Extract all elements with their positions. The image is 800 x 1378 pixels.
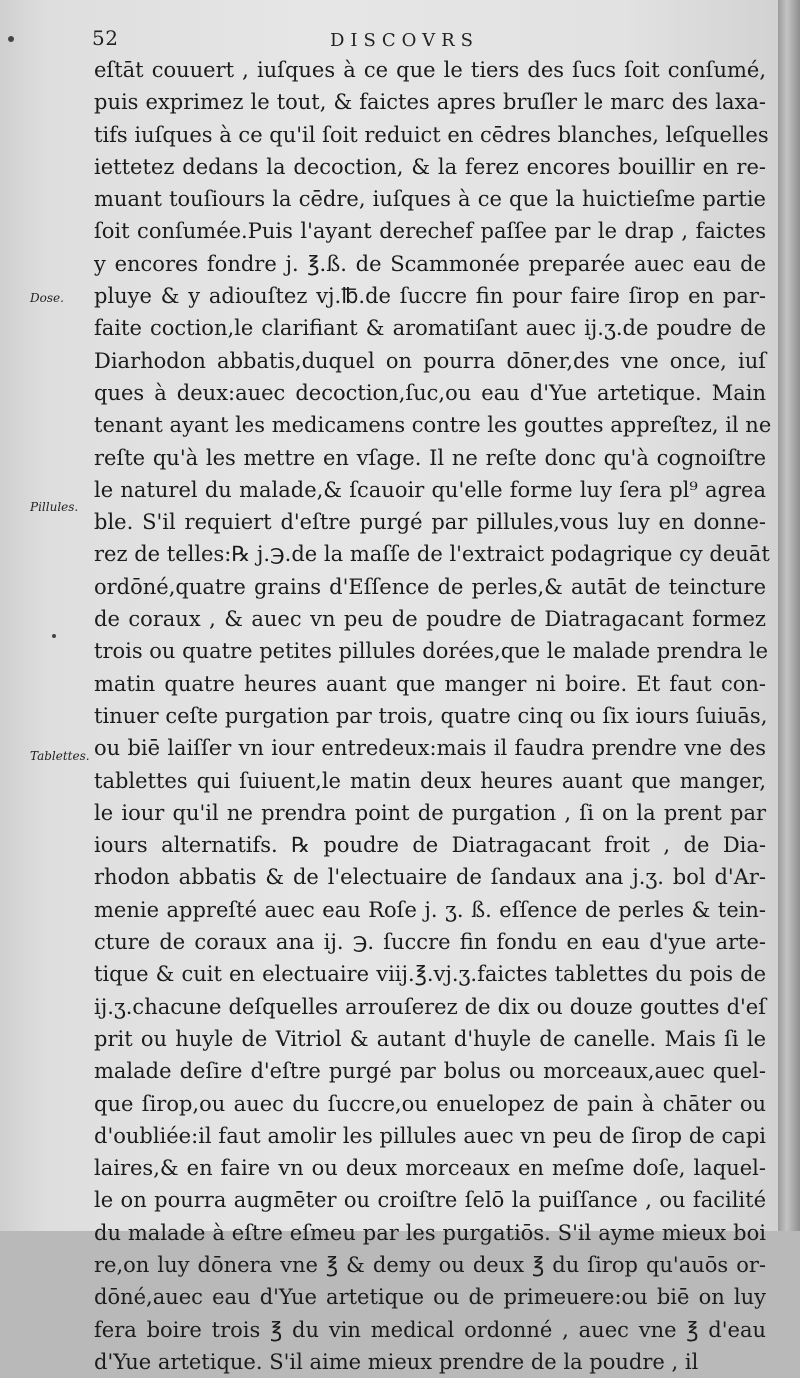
text-line: fera boire trois ℥ du vin medical ordonné , auec vne ℥ d'eau xyxy=(94,1317,766,1342)
text-line: que ſirop,ou auec du ſuccre,ou enuelopez de pain à chāter ou xyxy=(94,1091,766,1116)
text-line: le naturel du malade,& ſcauoir qu'elle forme luy ſera pl⁹ agrea xyxy=(94,477,766,502)
text-line: le on pourra augmēter ou croiſtre ſelō la puiſſance , ou facilité xyxy=(94,1188,766,1213)
text-line: rhodon abbatis & de l'electuaire de ſandaux ana j.ʒ. bol d'Ar- xyxy=(94,865,766,890)
text-line: eſtāt couuert , iuſques à ce que le tiers des ſucs ſoit conſumé, xyxy=(94,58,766,82)
text-line: trois ou quatre petites pillules dorées,que le malade prendra le xyxy=(94,639,769,664)
book-gutter xyxy=(778,0,800,1231)
text-line: y encores fondre j. ℥.ß. de Scammonée preparée auec eau de xyxy=(94,251,766,276)
page-number: 52 xyxy=(92,26,119,50)
text-line: ques à deux:auec decoction,ſuc,ou eau d'Yue artetique. Main xyxy=(94,380,766,405)
text-line: ij.ʒ.chacune deſquelles arrouſerez de dix ou douze gouttes d'eſ xyxy=(94,994,766,1019)
text-line: reſte qu'à les mettre en vſage. Il ne reſte donc qu'à cognoiſtre xyxy=(94,445,766,470)
text-line: tenant ayant les medicamens contre les gouttes appreſtez, il ne xyxy=(94,413,772,438)
text-line: dōné,auec eau d'Yue artetique ou de primeuere:ou biē on luy xyxy=(94,1285,766,1310)
margin-note-dose: Dose. xyxy=(30,291,64,305)
text-line: Diarhodon abbatis,duquel on pourra dōner,des vne once, iuſ xyxy=(94,348,766,373)
text-line: tinuer ceſte purgation par trois, quatre cinq ou ſix iours ſuiuās, xyxy=(94,703,768,728)
text-line: matin quatre heures auant que manger ni boire. Et faut con- xyxy=(94,671,766,696)
margin-note-tablettes: Tablettes. xyxy=(30,749,90,763)
text-line: ſoit conſumée.Puis l'ayant derechef paſſee par le drap , faictes xyxy=(94,219,766,244)
text-line: puis exprimez le tout, & faictes apres bruſler le marc des laxa- xyxy=(94,90,766,115)
text-line: rez de telles:℞ j.℈.de la maſſe de l'extraict podagrique cy deuāt xyxy=(94,542,770,567)
text-line: pluye & y adiouſtez vj.℔.de ſuccre fin pour faire ſirop en par- xyxy=(94,284,766,309)
text-line: muant touſiours la cēdre, iuſques à ce que la huictieſme partie xyxy=(94,187,766,212)
text-line: laires,& en faire vn ou deux morceaux en meſme doſe, laquel- xyxy=(94,1156,766,1181)
text-line: tablettes qui ſuiuent,le matin deux heures auant que manger, xyxy=(94,768,766,793)
margin-note-pillules: Pillules. xyxy=(30,500,79,514)
body-text xyxy=(94,54,772,1378)
text-line: ordōné,quatre grains d'Eſſence de perles,& autāt de teincture xyxy=(94,574,766,599)
text-line: tique & cuit en electuaire viij.℥.vj.ʒ.faictes tablettes du pois de xyxy=(94,962,766,987)
text-line: d'Yue artetique. S'il aime mieux prendre de la poudre , il xyxy=(94,1349,699,1374)
text-line: de coraux , & auec vn peu de poudre de Diatragacant formez xyxy=(94,607,766,632)
text-line: faite coction,le clarifiant & aromatiſant auec ij.ʒ.de poudre de xyxy=(94,316,766,341)
text-line: menie appreſté auec eau Roſe j. ʒ. ß. eſſence de perles & tein- xyxy=(94,897,766,922)
text-line: ou biē laiſſer vn iour entredeux:mais il faudra prendre vne des xyxy=(94,736,766,761)
text-line: iours alternatifs. ℞ poudre de Diatragacant froit , de Dia- xyxy=(94,833,766,858)
running-head: DISCOVRS xyxy=(330,30,479,51)
text-line: iettetez dedans la decoction, & la ferez encores bouillir en re- xyxy=(94,154,766,179)
text-line: cture de coraux ana ij. ℈. ſuccre fin fondu en eau d'yue arte- xyxy=(94,930,766,955)
ink-dot xyxy=(8,36,14,42)
text-line: d'oubliée:il faut amolir les pillules auec vn peu de ſirop de capi xyxy=(94,1123,766,1148)
ink-dot xyxy=(52,634,56,638)
text-line: tifs iuſques à ce qu'il ſoit reduict en cēdres blanches, leſquelles xyxy=(94,122,769,147)
text-line: le iour qu'il ne prendra point de purgation , ſi on la prent par xyxy=(94,800,766,825)
text-line: du malade à eſtre eſmeu par les purgatiōs. S'il ayme mieux boi xyxy=(94,1220,766,1245)
text-line: ble. S'il requiert d'eſtre purgé par pillules,vous luy en donne- xyxy=(94,510,766,535)
text-line: re,on luy dōnera vne ℥ & demy ou deux ℥ du ſirop qu'auōs or- xyxy=(94,1252,766,1277)
text-line: prit ou huyle de Vitriol & autant d'huyle de canelle. Mais ſi le xyxy=(94,1026,766,1051)
text-line: malade deſire d'eſtre purgé par bolus ou morceaux,auec quel- xyxy=(94,1059,766,1084)
